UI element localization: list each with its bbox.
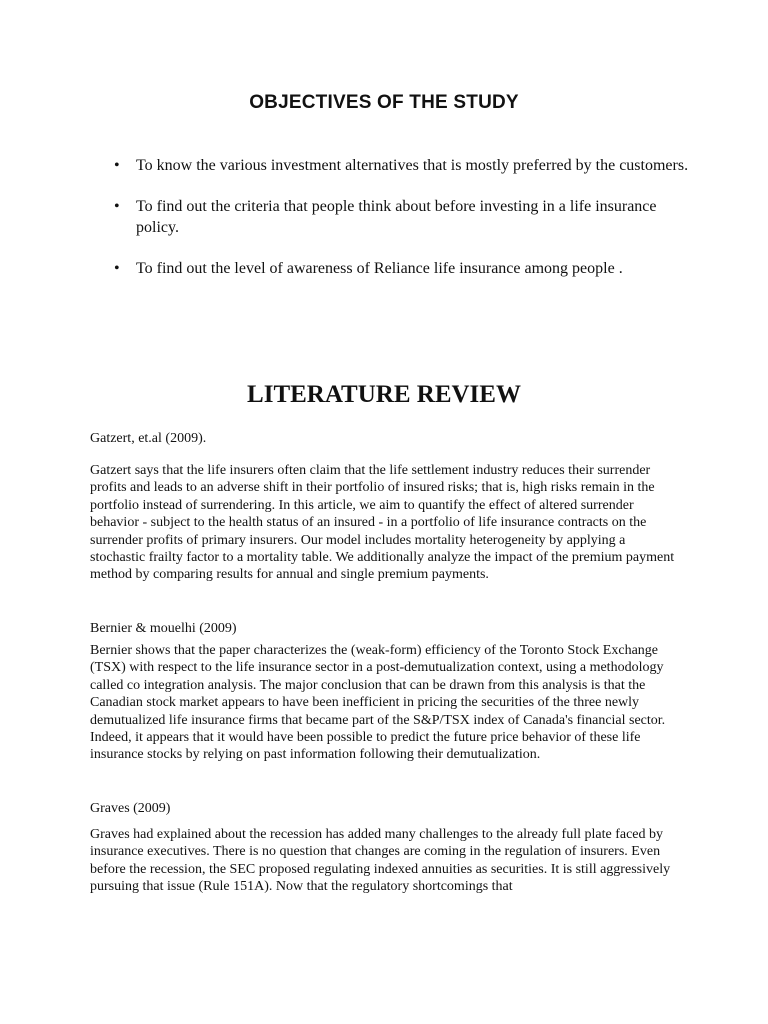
citation-gatzert: Gatzert, et.al (2009). (90, 431, 207, 446)
objectives-list (110, 155, 690, 299)
paragraph-graves: Graves had explained about the recession has added many challenges to the already full plate faced by insurance executives. There is no question that changes are coming in the regulation of insurers. Even before the recession, the SEC proposed regulating indexed annuities as securities. It is still aggressively pursuing that issue (Rule 151A). Now that the regulatory shortcomings that (90, 827, 671, 895)
objective-text: To find out the level of awareness of Reliance life insurance among people . (136, 260, 623, 277)
bullet-icon: • (114, 198, 120, 215)
bullet-icon: • (114, 157, 120, 174)
objective-text: To know the various investment alternatives that is mostly preferred by the customers. (136, 157, 689, 174)
list-item (110, 258, 690, 279)
list-item (110, 196, 690, 238)
citation-graves: Graves (2009) (90, 801, 171, 816)
list-item (110, 155, 690, 176)
bullet-icon: • (114, 260, 120, 277)
objectives-heading: OBJECTIVES OF THE STUDY (249, 92, 519, 113)
literature-review-heading: LITERATURE REVIEW (247, 381, 521, 408)
objective-text: To find out the criteria that people think about before investing in a life insurance policy. (136, 198, 657, 236)
citation-bernier: Bernier & mouelhi (2009) (90, 621, 237, 636)
paragraph-bernier: Bernier shows that the paper characterizes the (weak-form) efficiency of the Toronto Stock Exchange (TSX) with respect to the life insurance sector in a post-demutualization context, using a methodology called co integration analysis. The major conclusion that can be drawn from this analysis is that the Canadian stock market appears to have been inefficient in pricing the securities of the three newly demutualized life insurance firms that became part of the S&P/TSX index of Canada's financial sector. Indeed, it appears that it would have been possible to predict the future price behavior of these life insurance stocks by relying on past information following their demutualization. (90, 643, 666, 763)
paragraph-gatzert: Gatzert says that the life insurers often claim that the life settlement industry reduces their surrender profits and leads to an adverse shift in their portfolio of insured risks; that is, high risks remain in the portfolio instead of surrendering. In this article, we aim to quantify the effect of altered surrender behavior - subject to the health status of an insured - in a portfolio of life insurance contracts on the surrender profits of primary insurers. Our model includes mortality heterogeneity by applying a stochastic frailty factor to a mortality table. We additionally analyze the impact of the premium payment method by comparing results for annual and single premium payments. (90, 463, 675, 583)
